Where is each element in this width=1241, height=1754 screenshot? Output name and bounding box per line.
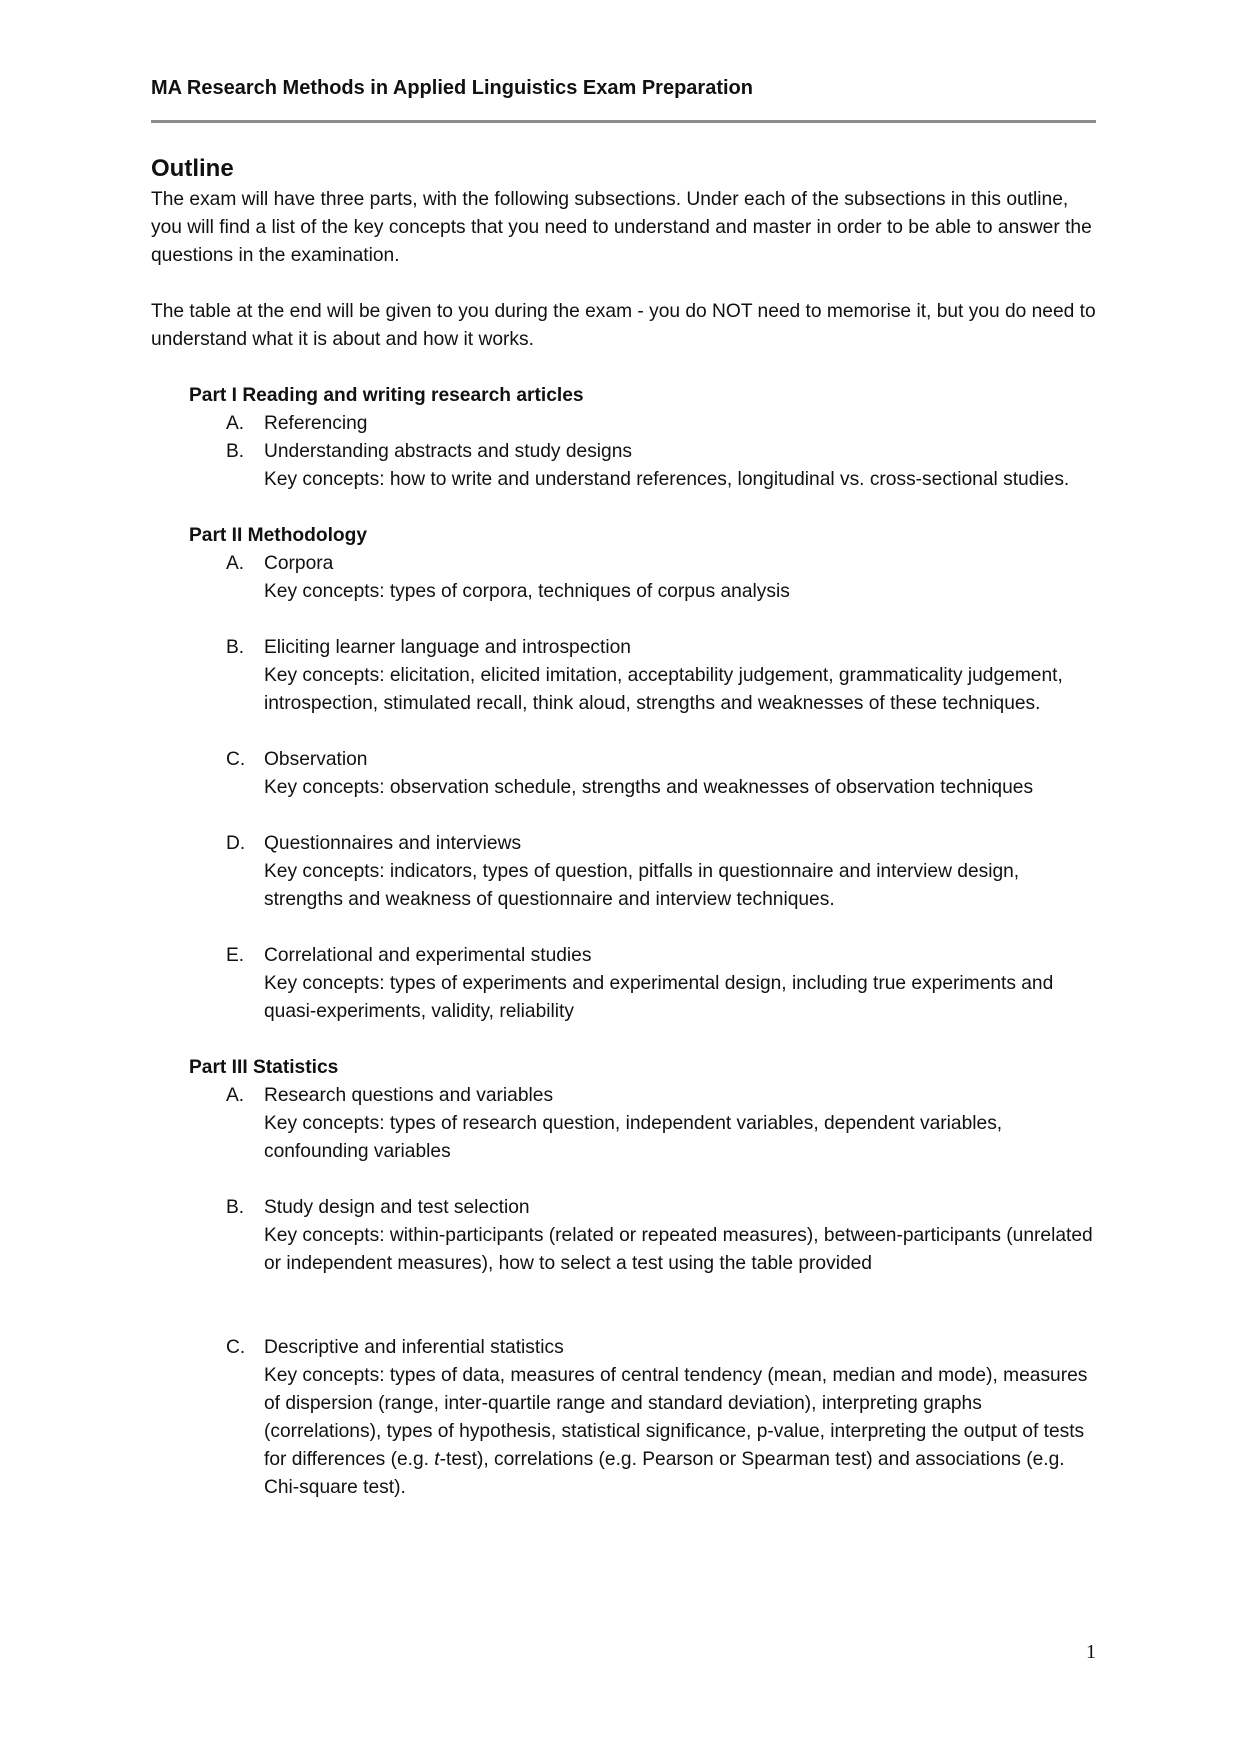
item-title: Descriptive and inferential statistics (264, 1337, 564, 1358)
item-title: Research questions and variables (264, 1085, 554, 1106)
part-1-item-b (151, 438, 1101, 494)
item-title: Questionnaires and interviews (264, 833, 522, 854)
part-2-item-a (151, 550, 1101, 606)
t-test-italic: t (434, 1449, 440, 1470)
part-1-item-a (151, 410, 1101, 438)
outline-intro: The exam will have three parts, with the following subsections. Under each of the subsections in this outline, you will find a list of the key concepts that you need to understand and master in order to be able to answer the questions in the examination. (151, 189, 1092, 266)
part-2-item-b (151, 634, 1101, 718)
outline-title: Outline (151, 155, 234, 182)
item-title: Observation (264, 749, 368, 770)
part-2-item-e (151, 942, 1101, 1026)
page-number: 1 (1086, 1641, 1096, 1663)
concepts-text-end: -test), correlations (e.g. Pearson or Spearman test) and associations (e.g. Chi-square test). (264, 1449, 1065, 1498)
item-letter: A. (226, 1085, 245, 1106)
item-key-concepts: Key concepts: elicitation, elicited imitation, acceptability judgement, grammaticality judgement, introspection, stimulated recall, think aloud, strengths and weaknesses of these techniques. (264, 665, 1063, 714)
document-header: MA Research Methods in Applied Linguistics Exam Preparation (151, 77, 753, 99)
item-letter: C. (226, 749, 246, 770)
part-3-item-b (151, 1194, 1101, 1278)
item-letter: A. (226, 413, 245, 434)
item-key-concepts: Key concepts: how to write and understand references, longitudinal vs. cross-sectional studies. (264, 469, 1070, 490)
item-title: Referencing (264, 413, 368, 434)
part-3-item-c (151, 1334, 1101, 1502)
header-divider (151, 120, 1096, 123)
part-2-heading: Part II Methodology (189, 525, 368, 546)
item-title: Understanding abstracts and study designs (264, 441, 632, 462)
part-3-item-a (151, 1082, 1101, 1166)
part-1-heading: Part I Reading and writing research articles (189, 385, 584, 406)
item-title: Eliciting learner language and introspection (264, 637, 631, 658)
item-letter: B. (226, 441, 245, 462)
item-key-concepts: Key concepts: observation schedule, strengths and weaknesses of observation techniques (264, 777, 1034, 798)
item-letter: D. (226, 833, 246, 854)
item-key-concepts: Key concepts: types of corpora, techniques of corpus analysis (264, 581, 790, 602)
part-3-heading: Part III Statistics (189, 1057, 339, 1078)
item-letter: C. (226, 1337, 246, 1358)
document-body (151, 152, 1101, 1502)
item-title: Correlational and experimental studies (264, 945, 592, 966)
item-key-concepts (264, 1362, 1101, 1502)
part-2-item-d (151, 830, 1101, 914)
item-letter: E. (226, 945, 245, 966)
item-title: Corpora (264, 553, 334, 574)
item-key-concepts: Key concepts: types of research question, independent variables, dependent variables, confounding variables (264, 1113, 1003, 1162)
concepts-text: Key concepts: types of data, measures of central tendency (mean, median and mode), measures of dispersion (range, inter-quartile range and standard deviation), interpreting graphs (correlations), types of hypothesis, statistical significance, p-value, interpreting the output of tests for differences (e.g. (264, 1365, 1088, 1470)
item-key-concepts: Key concepts: indicators, types of question, pitfalls in questionnaire and interview design, strengths and weakness of questionnaire and interview techniques. (264, 861, 1020, 910)
item-title: Study design and test selection (264, 1197, 530, 1218)
outline-note: The table at the end will be given to you during the exam - you do NOT need to memorise it, but you do need to understand what it is about and how it works. (151, 301, 1096, 350)
item-key-concepts: Key concepts: types of experiments and experimental design, including true experiments and quasi-experiments, validity, reliability (264, 973, 1054, 1022)
part-2-item-c (151, 746, 1101, 802)
item-letter: B. (226, 1197, 245, 1218)
item-letter: B. (226, 637, 245, 658)
item-letter: A. (226, 553, 245, 574)
item-key-concepts: Key concepts: within-participants (related or repeated measures), between-participants (unrelated or independent measures), how to select a test using the table provided (264, 1225, 1093, 1274)
